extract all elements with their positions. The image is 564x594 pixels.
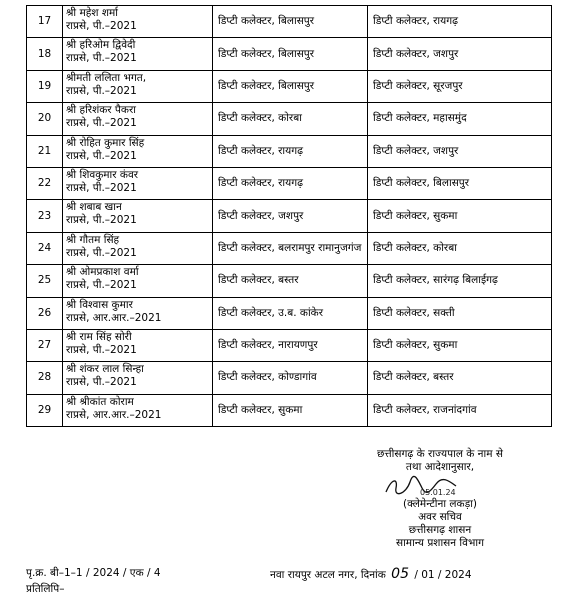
signatory-name: (क्लेमेन्टीना लकड़ा)	[402, 498, 478, 510]
officer-cell	[63, 6, 213, 38]
officer-cell	[63, 135, 213, 167]
new-posting: डिप्टी कलेक्टर, सारंगढ़ बिलाईगढ़	[368, 265, 552, 297]
officer-cell	[63, 232, 213, 264]
department-name: सामान्य प्रशासन विभाग	[395, 537, 484, 549]
officer-cell	[63, 297, 213, 329]
table-row	[27, 6, 552, 38]
current-posting: डिप्टी कलेक्टर, कोण्डागांव	[213, 362, 368, 394]
serial-number: 28	[27, 362, 63, 394]
new-posting: डिप्टी कलेक्टर, रायगढ़	[368, 6, 552, 38]
current-posting: डिप्टी कलेक्टर, रायगढ़	[213, 167, 368, 199]
current-posting: डिप्टी कलेक्टर, बिलासपुर	[213, 70, 368, 102]
table-row	[27, 38, 552, 70]
officer-service: राप्रसे, पी.–2021	[66, 376, 137, 389]
table-row	[27, 329, 552, 361]
serial-number: 25	[27, 265, 63, 297]
officer-service: राप्रसे, पी.–2021	[66, 214, 137, 227]
officer-service: राप्रसे, आर.आर.–2021	[66, 408, 162, 421]
reference-number: पृ.क्र. बी–1–1 / 2024 / एक / 4	[26, 567, 161, 579]
signature-date-text: 05.01.24	[420, 488, 456, 497]
new-posting: डिप्टी कलेक्टर, बस्तर	[368, 362, 552, 394]
table-row	[27, 362, 552, 394]
officer-service: राप्रसे, पी.–2021	[66, 117, 137, 130]
serial-number: 20	[27, 103, 63, 135]
place-prefix: नवा रायपुर अटल नगर, दिनांक	[270, 569, 386, 581]
table-row	[27, 167, 552, 199]
serial-number: 29	[27, 394, 63, 426]
date-day: 05	[391, 566, 409, 582]
transfer-table-body	[27, 6, 552, 427]
serial-number: 26	[27, 297, 63, 329]
order-line: तथा आदेशानुसार,	[405, 461, 475, 473]
officer-name: श्री शंकर लाल सिन्हा	[66, 363, 144, 376]
table-row	[27, 135, 552, 167]
officer-name: श्री शबाब खान	[66, 201, 122, 214]
current-posting: डिप्टी कलेक्टर, जशपुर	[213, 200, 368, 232]
copy-label: प्रतिलिपि–	[26, 583, 65, 594]
table-row	[27, 394, 552, 426]
place-date-line	[270, 566, 472, 582]
government-name: छत्तीसगढ़ शासन	[408, 524, 472, 536]
officer-name: श्री राम सिंह सोरी	[66, 330, 132, 343]
current-posting: डिप्टी कलेक्टर, बलरामपुर रामानुजगंज	[213, 232, 368, 264]
serial-number: 23	[27, 200, 63, 232]
serial-number: 22	[27, 167, 63, 199]
officer-service: राप्रसे, पी.–2021	[66, 181, 137, 194]
handwritten-signature	[320, 474, 560, 498]
new-posting: डिप्टी कलेक्टर, कोरबा	[368, 232, 552, 264]
officer-name: श्री श्रीकांत कोराम	[66, 395, 134, 408]
officer-cell	[63, 394, 213, 426]
table-row	[27, 200, 552, 232]
table-row	[27, 265, 552, 297]
new-posting: डिप्टी कलेक्टर, राजनांदगांव	[368, 394, 552, 426]
table-row	[27, 70, 552, 102]
officer-cell	[63, 362, 213, 394]
officer-service: राप्रसे, आर.आर.–2021	[66, 311, 162, 324]
officer-cell	[63, 38, 213, 70]
serial-number: 18	[27, 38, 63, 70]
officer-service: राप्रसे, पी.–2021	[66, 149, 137, 162]
officer-cell	[63, 103, 213, 135]
officer-name: श्री महेश शर्मा	[66, 7, 118, 19]
officer-name: श्री हरिओम द्विवेदी	[66, 39, 136, 52]
table-row	[27, 232, 552, 264]
officer-name: श्री रोहित कुमार सिंह	[66, 136, 145, 149]
new-posting: डिप्टी कलेक्टर, सुकमा	[368, 329, 552, 361]
officer-service: राप्रसे, पी.–2021	[66, 20, 137, 32]
new-posting: डिप्टी कलेक्टर, जशपुर	[368, 135, 552, 167]
officer-cell	[63, 167, 213, 199]
officer-service: राप्रसे, पी.–2021	[66, 84, 137, 97]
officer-name: श्रीमती ललिता भगत,	[66, 71, 147, 84]
current-posting: डिप्टी कलेक्टर, रायगढ़	[213, 135, 368, 167]
date-rest: / 01 / 2024	[414, 569, 472, 581]
serial-number: 17	[27, 6, 63, 38]
officer-service: राप्रसे, पी.–2021	[66, 52, 137, 65]
serial-number: 19	[27, 70, 63, 102]
current-posting: डिप्टी कलेक्टर, कोरबा	[213, 103, 368, 135]
serial-number: 24	[27, 232, 63, 264]
new-posting: डिप्टी कलेक्टर, सूरजपुर	[368, 70, 552, 102]
current-posting: डिप्टी कलेक्टर, बस्तर	[213, 265, 368, 297]
officer-cell	[63, 265, 213, 297]
current-posting: डिप्टी कलेक्टर, नारायणपुर	[213, 329, 368, 361]
new-posting: डिप्टी कलेक्टर, सुकमा	[368, 200, 552, 232]
new-posting: डिप्टी कलेक्टर, महासमुंद	[368, 103, 552, 135]
current-posting: डिप्टी कलेक्टर, उ.ब. कांकेर	[213, 297, 368, 329]
signature-scribble-icon	[378, 474, 498, 498]
officer-service: राप्रसे, पी.–2021	[66, 343, 137, 356]
current-posting: डिप्टी कलेक्टर, सुकमा	[213, 394, 368, 426]
officer-cell	[63, 200, 213, 232]
current-posting: डिप्टी कलेक्टर, बिलासपुर	[213, 6, 368, 38]
officer-name: श्री गौतम सिंह	[66, 233, 120, 246]
new-posting: डिप्टी कलेक्टर, बिलासपुर	[368, 167, 552, 199]
signature-block	[320, 448, 560, 550]
officer-name: श्री विश्वास कुमार	[66, 298, 133, 311]
officer-service: राप्रसे, पी.–2021	[66, 246, 137, 259]
officer-cell	[63, 70, 213, 102]
serial-number: 21	[27, 135, 63, 167]
signatory-designation: अवर सचिव	[418, 511, 462, 523]
current-posting: डिप्टी कलेक्टर, बिलासपुर	[213, 38, 368, 70]
officer-service: राप्रसे, पी.–2021	[66, 279, 137, 292]
table-row	[27, 297, 552, 329]
new-posting: डिप्टी कलेक्टर, सक्ती	[368, 297, 552, 329]
officer-cell	[63, 329, 213, 361]
officer-name: श्री शिवकुमार कंवर	[66, 168, 139, 181]
officer-name: श्री ओमप्रकाश वर्मा	[66, 266, 139, 279]
officer-name: श्री हरिशंकर पैकरा	[66, 104, 136, 117]
serial-number: 27	[27, 329, 63, 361]
table-row	[27, 103, 552, 135]
transfer-table	[26, 5, 552, 427]
new-posting: डिप्टी कलेक्टर, जशपुर	[368, 38, 552, 70]
governor-order-line: छत्तीसगढ़ के राज्यपाल के नाम से	[377, 448, 503, 460]
